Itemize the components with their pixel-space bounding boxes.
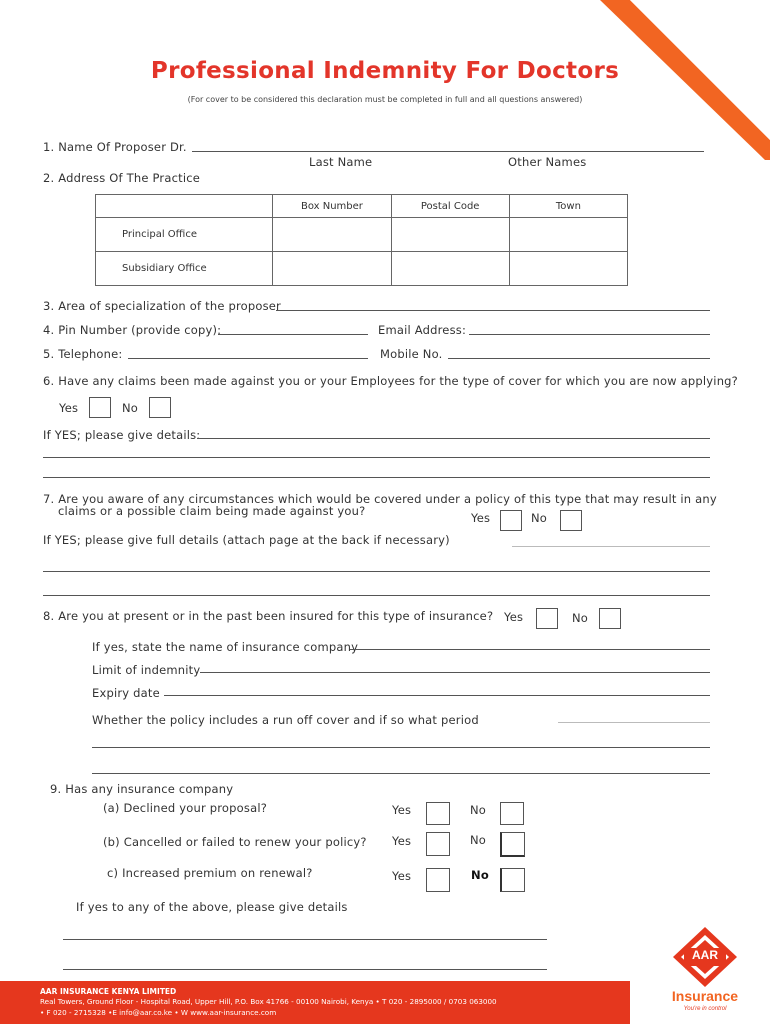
q1-label: 1. Name Of Proposer Dr. [43, 140, 187, 154]
q5-label: 5. Telephone: [43, 347, 123, 361]
q7-label-line-2: claims or a possible claim being made against you? [58, 504, 366, 518]
q9b-no-checkbox[interactable] [500, 832, 525, 857]
page-subtitle: (For cover to be considered this declaration must be completed in full and all questions answered) [187, 95, 583, 104]
q8-runoff-line-2[interactable] [92, 747, 710, 748]
q8-runoff-line-3[interactable] [92, 773, 710, 774]
q7-label-line-1: 7. Are you aware of any circumstances which would be covered under a policy of this type that may result in any [43, 492, 717, 506]
q9b-yes-label: Yes [392, 834, 412, 848]
row-principal-office: Principal Office [96, 218, 273, 252]
q9a-no-label: No [470, 803, 487, 817]
q8-expiry-field[interactable] [164, 695, 710, 696]
last-name-caption: Last Name [309, 155, 373, 169]
q8-limit-field[interactable] [200, 672, 710, 673]
telephone-field[interactable] [128, 358, 368, 359]
subsidiary-box-number-cell[interactable] [273, 252, 391, 286]
page-title: Professional Indemnity For Doctors [150, 58, 620, 84]
q9c-no-label: No [471, 868, 489, 882]
specialization-field[interactable] [276, 310, 710, 311]
mobile-label: Mobile No. [380, 347, 443, 361]
q9-details-line-2[interactable] [63, 969, 547, 970]
q9b-yes-checkbox[interactable] [426, 832, 450, 856]
principal-box-number-cell[interactable] [273, 218, 391, 252]
q9c-yes-checkbox[interactable] [426, 868, 450, 892]
q8-runoff-label: Whether the policy includes a run off cover and if so what period [92, 713, 479, 727]
principal-postal-code-cell[interactable] [391, 218, 509, 252]
q9c-no-checkbox[interactable] [500, 868, 525, 892]
q7-details-field[interactable] [512, 546, 710, 547]
q9-details-label: If yes to any of the above, please give details [76, 900, 348, 914]
q6-details-label: If YES; please give details: [43, 428, 201, 442]
mobile-field[interactable] [448, 358, 710, 359]
logo-name: Insurance [671, 988, 739, 1004]
q7-details-line-2[interactable] [43, 571, 710, 572]
subsidiary-postal-code-cell[interactable] [391, 252, 509, 286]
q6-details-line-2[interactable] [43, 457, 710, 458]
q8-label: 8. Are you at present or in the past been insured for this type of insurance? [43, 609, 494, 623]
q4-label: 4. Pin Number (provide copy): [43, 323, 222, 337]
q3-label: 3. Area of specialization of the proposer [43, 299, 281, 313]
email-label: Email Address: [378, 323, 467, 337]
header-box-number: Box Number [273, 195, 391, 218]
q2-label: 2. Address Of The Practice [43, 171, 201, 185]
other-names-caption: Other Names [508, 155, 587, 169]
footer-contact: • F 020 - 2715328 •E info@aar.co.ke • W www.aar-insurance.com [40, 1008, 277, 1017]
q9b-no-label: No [470, 833, 487, 847]
q9a-no-checkbox[interactable] [500, 802, 524, 825]
q9c-yes-label: Yes [392, 869, 412, 883]
q6-label: 6. Have any claims been made against you or your Employees for the type of cover for which you are now applying? [43, 374, 738, 388]
q8-no-checkbox[interactable] [599, 608, 621, 629]
q7-details-line-3[interactable] [43, 595, 710, 596]
q7-details-label: If YES; please give full details (attach page at the back if necessary) [43, 533, 450, 547]
aar-logo [660, 925, 750, 1020]
q9-label: 9. Has any insurance company [50, 782, 234, 796]
q6-details-line-3[interactable] [43, 477, 710, 478]
email-field[interactable] [469, 334, 710, 335]
q8-limit-label: Limit of indemnity [92, 663, 201, 677]
q7-yes-checkbox[interactable] [500, 510, 522, 531]
subsidiary-town-cell[interactable] [509, 252, 627, 286]
q9b-label: (b) Cancelled or failed to renew your policy? [103, 835, 367, 849]
proposer-name-field[interactable] [192, 151, 704, 152]
q7-no-label: No [531, 511, 548, 525]
q7-yes-label: Yes [471, 511, 491, 525]
footer-company: AAR INSURANCE KENYA LIMITED [40, 987, 177, 996]
header-postal-code: Postal Code [391, 195, 509, 218]
q6-yes-checkbox[interactable] [89, 397, 111, 418]
q7-no-checkbox[interactable] [560, 510, 582, 531]
q8-no-label: No [572, 611, 589, 625]
address-table [95, 194, 628, 286]
q9-details-field[interactable] [63, 939, 547, 940]
q8-expiry-label: Expiry date [92, 686, 160, 700]
q6-yes-label: Yes [59, 401, 79, 415]
footer-bar [0, 981, 630, 1024]
q9a-yes-label: Yes [392, 803, 412, 817]
q8-runoff-field[interactable] [558, 722, 710, 723]
q9a-label: (a) Declined your proposal? [103, 801, 268, 815]
q8-yes-checkbox[interactable] [536, 608, 558, 629]
pin-number-field[interactable] [218, 334, 368, 335]
address-table-corner [96, 195, 273, 218]
q9c-label: c) Increased premium on renewal? [107, 866, 313, 880]
q6-no-checkbox[interactable] [149, 397, 171, 418]
q9a-yes-checkbox[interactable] [426, 802, 450, 825]
header-town: Town [509, 195, 627, 218]
q8-yes-label: Yes [504, 610, 524, 624]
row-subsidiary-office: Subsidiary Office [96, 252, 273, 286]
q6-details-field[interactable] [197, 438, 710, 439]
principal-town-cell[interactable] [509, 218, 627, 252]
footer-address: Real Towers, Ground Floor - Hospital Road, Upper Hill, P.O. Box 41766 - 00100 Nairobi, Kenya • T 020 - 2895000 / 0703 063000 [40, 997, 497, 1006]
logo-mark-text: AAR [692, 948, 718, 962]
q6-no-label: No [122, 401, 139, 415]
q8-company-field[interactable] [350, 649, 710, 650]
q8-company-label: If yes, state the name of insurance company [92, 640, 359, 654]
logo-tagline: You're in control [683, 1006, 727, 1012]
